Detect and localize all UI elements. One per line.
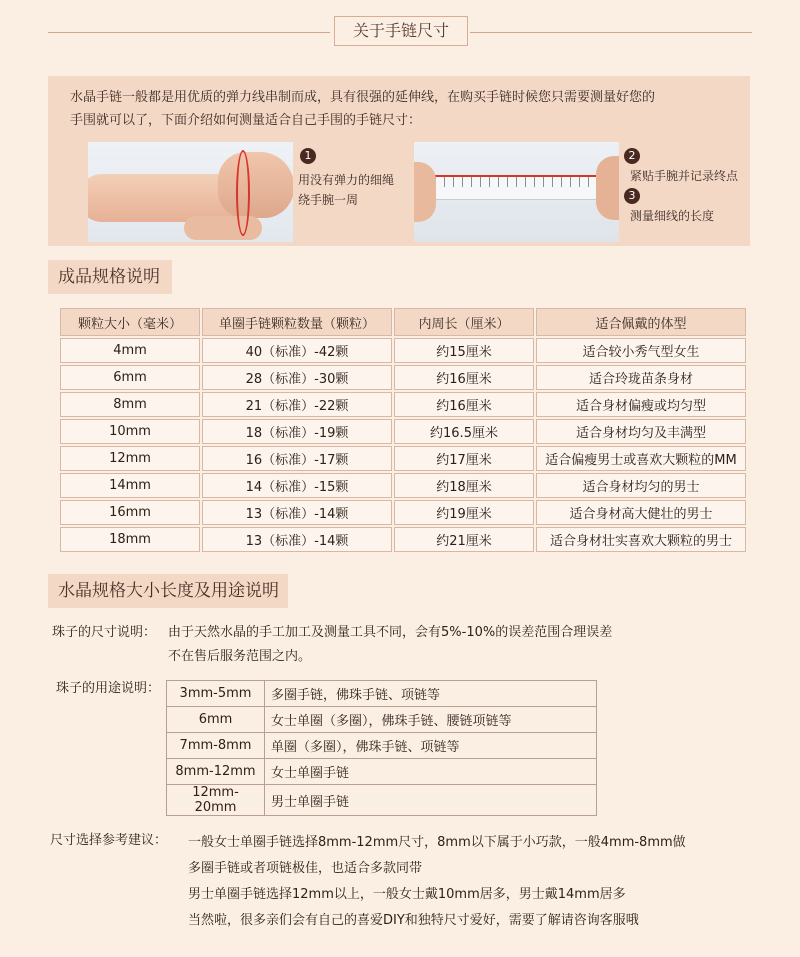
cell-count: 18（标准）-19颗 <box>202 419 392 444</box>
size-note-label: 珠子的尺寸说明： <box>52 625 157 640</box>
table-row <box>60 419 746 444</box>
cell-circumference: 约16.5厘米 <box>394 419 534 444</box>
cell-size: 12mm <box>60 446 200 471</box>
col-circumference: 内周长（厘米） <box>394 308 534 336</box>
cell-size: 16mm <box>60 500 200 525</box>
col-bead-count: 单圈手链颗粒数量（颗粒） <box>202 308 392 336</box>
cell-body-type: 适合身材壮实喜欢大颗粒的男士 <box>536 527 746 552</box>
intro-text <box>70 86 740 132</box>
table-row <box>167 733 597 759</box>
step-1-badge: 1 <box>300 148 316 164</box>
use-label: 珠子的用途说明： <box>56 681 161 696</box>
advice-line-2: 多圈手链或者项链极佳，也适合多款同带 <box>188 861 423 876</box>
table-row <box>167 759 597 785</box>
intro-line-1: 水晶手链一般都是用优质的弹力线串制而成，具有很强的延伸线，在购买手链时候您只需要测量好您的 <box>70 90 656 105</box>
cell-body-type: 适合身材均匀的男士 <box>536 473 746 498</box>
cell-body-type: 适合较小秀气型女生 <box>536 338 746 363</box>
cell-size: 18mm <box>60 527 200 552</box>
cell-circumference: 约16厘米 <box>394 365 534 390</box>
use-size: 3mm-5mm <box>167 681 265 707</box>
advice-line-1: 一般女士单圈手链选择8mm-12mm尺寸，8mm以下属于小巧款，一般4mm-8mm做 <box>188 835 686 850</box>
bead-use-table <box>166 680 597 816</box>
cell-circumference: 约15厘米 <box>394 338 534 363</box>
step-3-badge: 3 <box>624 188 640 204</box>
cell-count: 16（标准）-17颗 <box>202 446 392 471</box>
table-row <box>60 338 746 363</box>
advice-label: 尺寸选择参考建议： <box>50 833 168 848</box>
table-row <box>60 392 746 417</box>
title-divider-left <box>48 32 330 33</box>
use-desc: 单圈（多圈），佛珠手链、项链等 <box>265 733 597 759</box>
use-size: 6mm <box>167 707 265 733</box>
cell-body-type: 适合身材高大健壮的男士 <box>536 500 746 525</box>
cell-count: 13（标准）-14颗 <box>202 527 392 552</box>
col-body-type: 适合佩戴的体型 <box>536 308 746 336</box>
table-row <box>167 785 597 816</box>
spec-table <box>58 306 748 554</box>
cell-size: 6mm <box>60 365 200 390</box>
cell-size: 4mm <box>60 338 200 363</box>
size-note-line-2: 不在售后服务范围之内。 <box>168 649 312 664</box>
ruler-measure-photo <box>414 142 619 242</box>
col-bead-size: 颗粒大小（毫米） <box>60 308 200 336</box>
table-row <box>167 707 597 733</box>
intro-line-2: 手围就可以了，下面介绍如何测量适合自己手围的手链尺寸： <box>70 113 422 128</box>
step-2-text: 紧贴手腕并记录终点 <box>630 169 739 183</box>
step-1-line-2: 绕手腕一周 <box>298 193 359 207</box>
measuring-intro-panel <box>48 76 750 246</box>
step-2-badge: 2 <box>624 148 640 164</box>
step-3-text: 测量细线的长度 <box>630 209 715 223</box>
table-row <box>60 365 746 390</box>
cell-count: 40（标准）-42颗 <box>202 338 392 363</box>
crystal-section-heading: 水晶规格大小长度及用途说明 <box>48 574 288 608</box>
cell-body-type: 适合身材偏瘦或均匀型 <box>536 392 746 417</box>
cell-count: 13（标准）-14颗 <box>202 500 392 525</box>
size-note-line-1: 由于天然水晶的手工加工及测量工具不同，会有5%-10%的误差范围合理误差 <box>168 625 613 640</box>
cell-count: 28（标准）-30颗 <box>202 365 392 390</box>
cell-body-type: 适合身材均匀及丰满型 <box>536 419 746 444</box>
spec-table-header <box>60 308 746 336</box>
cell-circumference: 约18厘米 <box>394 473 534 498</box>
use-size: 7mm-8mm <box>167 733 265 759</box>
title-divider-right <box>470 32 752 33</box>
cell-size: 10mm <box>60 419 200 444</box>
spec-section-heading: 成品规格说明 <box>48 260 172 294</box>
cell-body-type: 适合玲珑苗条身材 <box>536 365 746 390</box>
step-1-text <box>298 170 394 210</box>
table-row <box>60 500 746 525</box>
use-size: 8mm-12mm <box>167 759 265 785</box>
page-title: 关于手链尺寸 <box>334 16 468 46</box>
cell-count: 14（标准）-15颗 <box>202 473 392 498</box>
cell-body-type: 适合偏瘦男士或喜欢大颗粒的MM <box>536 446 746 471</box>
cell-count: 21（标准）-22颗 <box>202 392 392 417</box>
advice-text <box>188 830 686 934</box>
cell-circumference: 约17厘米 <box>394 446 534 471</box>
use-desc: 女士单圈手链 <box>265 759 597 785</box>
table-row <box>60 446 746 471</box>
use-size: 12mm-20mm <box>167 785 265 816</box>
advice-line-4: 当然啦，很多亲们会有自己的喜爱DIY和独特尺寸爱好，需要了解请咨询客服哦 <box>188 913 639 928</box>
use-desc: 女士单圈（多圈），佛珠手链、腰链项链等 <box>265 707 597 733</box>
cell-size: 8mm <box>60 392 200 417</box>
table-row <box>60 527 746 552</box>
wrist-string-photo <box>88 142 293 242</box>
cell-size: 14mm <box>60 473 200 498</box>
use-desc: 男士单圈手链 <box>265 785 597 816</box>
table-row <box>167 681 597 707</box>
step-1-line-1: 用没有弹力的细绳 <box>298 173 395 187</box>
use-desc: 多圈手链，佛珠手链、项链等 <box>265 681 597 707</box>
table-row <box>60 473 746 498</box>
cell-circumference: 约16厘米 <box>394 392 534 417</box>
cell-circumference: 约21厘米 <box>394 527 534 552</box>
advice-line-3: 男士单圈手链选择12mm以上，一般女士戴10mm居多，男士戴14mm居多 <box>188 887 626 902</box>
cell-circumference: 约19厘米 <box>394 500 534 525</box>
page-title-bar <box>0 14 800 48</box>
